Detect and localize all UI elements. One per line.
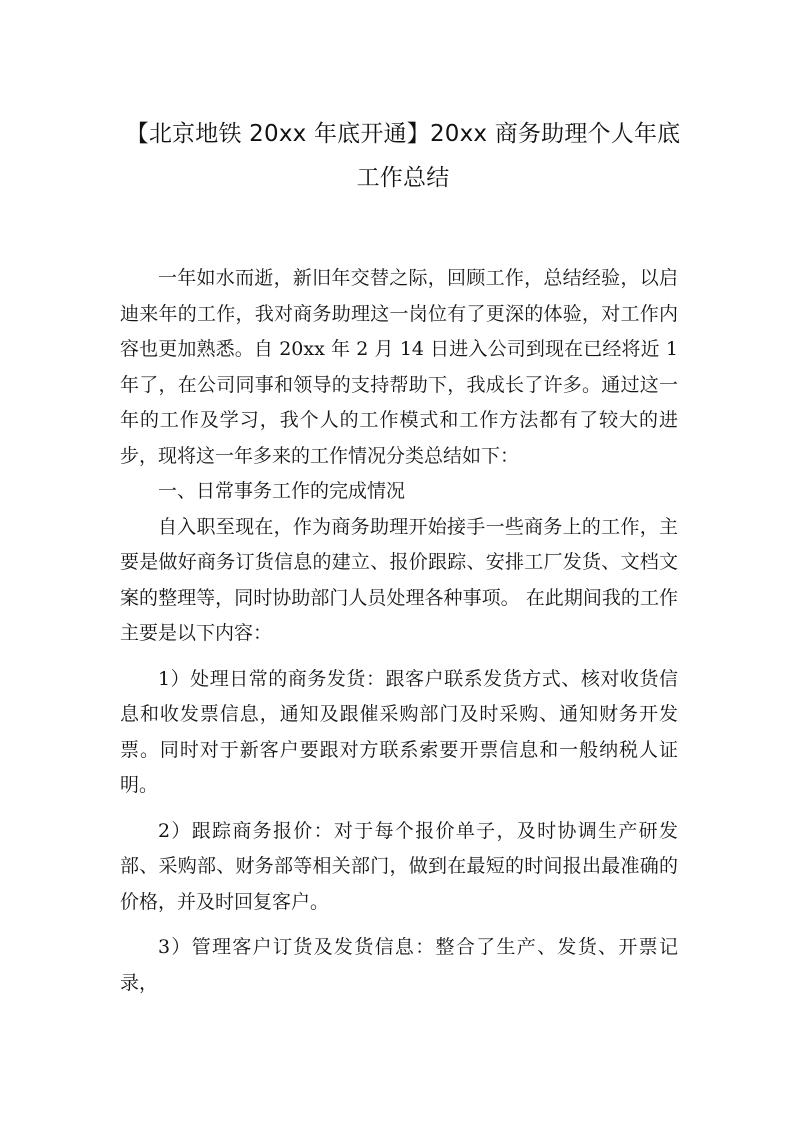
list-item: 3）管理客户订货及发货信息：整合了生产、发货、开票记录，: [120, 936, 678, 994]
section-heading: 一、日常事务工作的完成情况: [158, 480, 406, 502]
list-item: 1）处理日常的商务发货：跟客户联系发货方式、核对收货信息和收发票信息，通知及跟催采购部门及时采购、通知财务开发票。同时对于新客户要跟对方联系索要开票信息和一般纳税人证明。: [120, 667, 678, 796]
document-title: 【北京地铁 20xx 年底开通】20xx 商务助理个人年底工作总结: [125, 121, 681, 191]
list-item: 2）跟踪商务报价：对于每个报价单子，及时协调生产研发部、采购部、财务部等相关部门，做到在最短的时间报出最准确的价格，并及时回复客户。: [120, 819, 678, 913]
intro-paragraph: 一年如水而逝，新旧年交替之际，回顾工作，总结经验，以启迪来年的工作，我对商务助理这一岗位有了更深的体验，对工作内容也更加熟悉。自 20xx 年 2 月 14 日进入公司到现在已经将近 1 年了，在公司同事和领导的支持帮助下，我成长了许多。通过这一年的工作及学习，我个人的工作模式和工作方法都有了较大的进步，现将这一年多来的工作情况分类总结如下：: [120, 267, 678, 467]
document-body: [120, 261, 678, 1001]
section-intro-paragraph: 自入职至现在，作为商务助理开始接手一些商务上的工作，主要是做好商务订货信息的建立、报价跟踪、安排工厂发货、文档文案的整理等，同时协助部门人员处理各种事项。 在此期间我的工作主要是以下内容：: [120, 515, 678, 644]
